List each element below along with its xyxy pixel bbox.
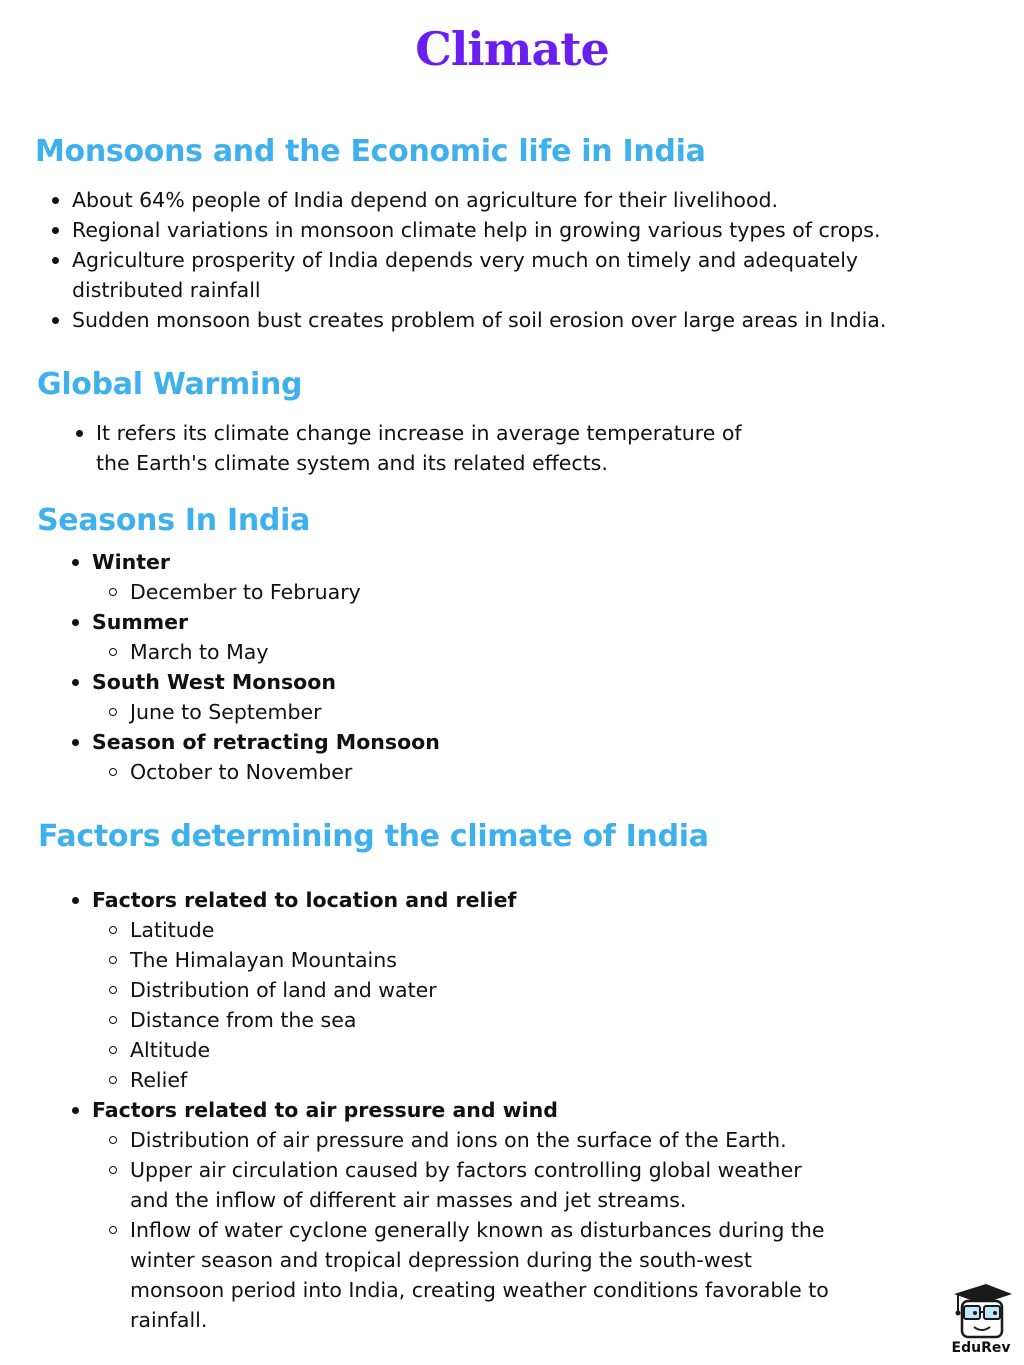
factor-item: Distribution of land and water — [92, 975, 840, 1005]
section-heading-seasons: Seasons In India — [37, 503, 311, 538]
seasons-list — [70, 547, 770, 787]
factor-item: Latitude — [92, 915, 840, 945]
global-warming-list — [74, 418, 764, 478]
factor-item: Relief — [92, 1065, 840, 1095]
season-label: Season of retracting Monsoon — [92, 730, 440, 754]
season-label: Summer — [92, 610, 189, 634]
season-months: June to September — [92, 697, 770, 727]
section-heading-global-warming: Global Warming — [37, 367, 303, 402]
season-item — [70, 607, 770, 667]
factors-list — [70, 885, 840, 1335]
monsoons-list — [50, 185, 950, 335]
factor-group — [70, 885, 840, 1095]
season-months: October to November — [92, 757, 770, 787]
list-item: Regional variations in monsoon climate help in growing various types of crops. — [50, 215, 950, 245]
season-item — [70, 547, 770, 607]
edurev-logo[interactable] — [946, 1282, 1016, 1362]
factor-item: Altitude — [92, 1035, 840, 1065]
factor-group-label: Factors related to air pressure and wind — [92, 1098, 558, 1122]
factor-item: The Himalayan Mountains — [92, 945, 840, 975]
list-item: Agriculture prosperity of India depends very much on timely and adequately distributed rainfall — [50, 245, 892, 305]
season-months: March to May — [92, 637, 770, 667]
factor-item: Distribution of air pressure and ions on the surface of the Earth. — [92, 1125, 840, 1155]
factor-item: Inflow of water cyclone generally known as disturbances during the winter season and tropical depression during the south-west monsoon period into India, creating weather conditions favorable to rainfall. — [92, 1215, 840, 1335]
factor-item: Upper air circulation caused by factors controlling global weather and the inflow of different air masses and jet streams. — [92, 1155, 840, 1215]
season-label: South West Monsoon — [92, 670, 336, 694]
season-months: December to February — [92, 577, 770, 607]
season-item — [70, 667, 770, 727]
list-item: About 64% people of India depend on agriculture for their livelihood. — [50, 185, 950, 215]
list-item: It refers its climate change increase in average temperature of the Earth's climate system and its related effects. — [74, 418, 764, 478]
section-heading-monsoons: Monsoons and the Economic life in India — [35, 134, 706, 169]
page-title: Climate — [415, 22, 609, 76]
graduation-cap-mascot-icon — [946, 1282, 1016, 1340]
list-item: Sudden monsoon bust creates problem of soil erosion over large areas in India. — [50, 305, 950, 335]
factor-group-label: Factors related to location and relief — [92, 888, 517, 912]
season-item — [70, 727, 770, 787]
season-label: Winter — [92, 550, 171, 574]
logo-text: EduRev — [951, 1340, 1011, 1356]
factor-group — [70, 1095, 840, 1335]
section-heading-factors: Factors determining the climate of India — [38, 819, 709, 854]
factor-item: Distance from the sea — [92, 1005, 840, 1035]
